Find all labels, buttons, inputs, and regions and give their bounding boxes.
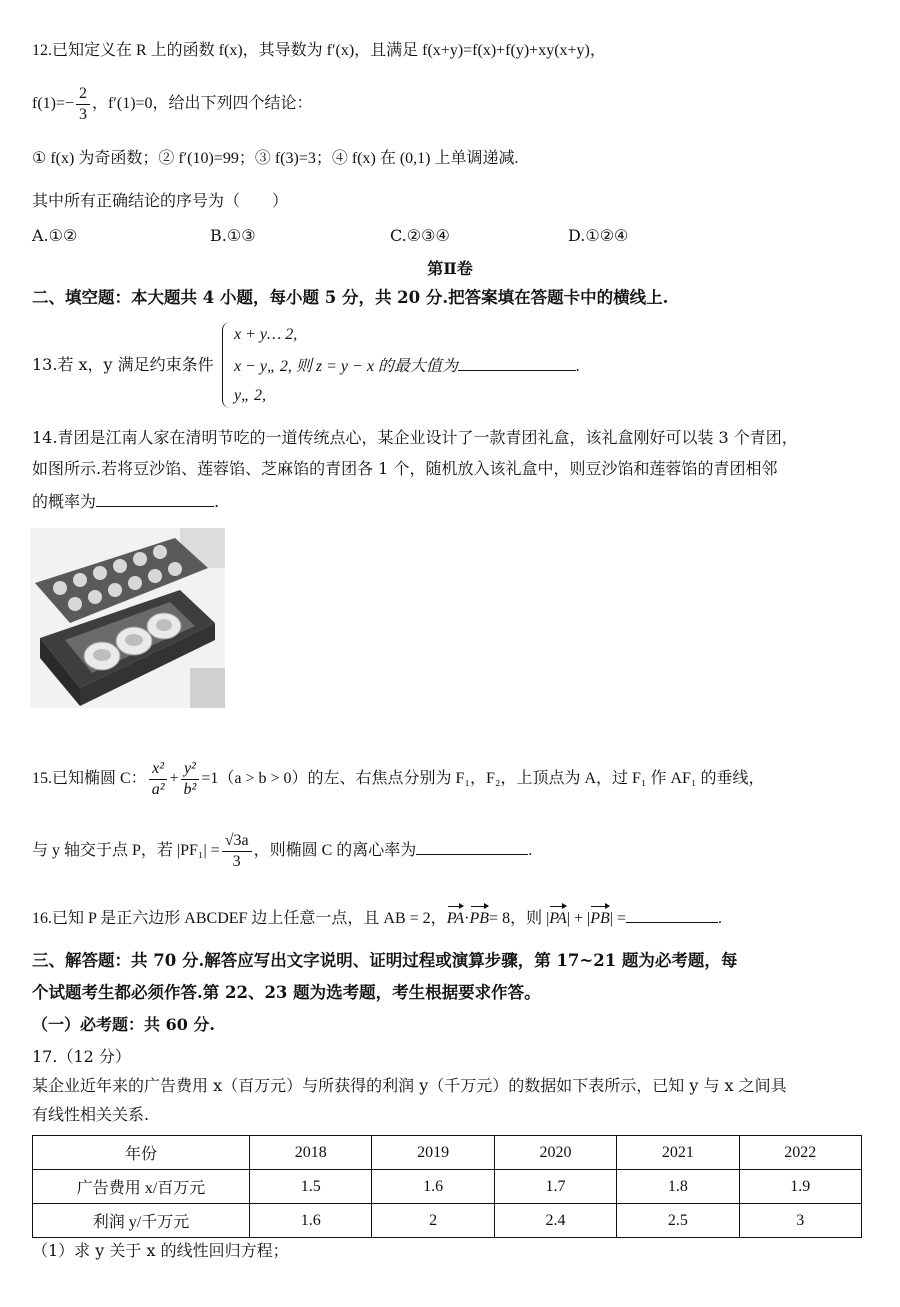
table-cell: 1.5	[250, 1170, 372, 1204]
q16-text-a: 16.已知 P 是正六边形 ABCDEF 边上任意一点，且 AB = 2，	[32, 910, 447, 927]
table-cell: 1.6	[372, 1170, 494, 1204]
q14-end: .	[214, 492, 220, 511]
table-header-cell: 2018	[250, 1136, 372, 1170]
constraint-3: y„ 2,	[234, 387, 266, 404]
q15-frac-num: √3a	[222, 831, 252, 852]
q15-frac-den: 3	[232, 852, 241, 870]
table-cell: 广告费用 x/百万元	[33, 1170, 250, 1204]
q14-line3-text: 的概率为	[32, 492, 97, 511]
q12-line1: 12.已知定义在 R 上的函数 f(x)，其导数为 f′(x)，且满足 f(x+y)=f(x)+f(y)+xy(x+y)，	[32, 42, 606, 59]
table-header-row	[33, 1136, 862, 1170]
q15-frac-x	[149, 759, 168, 800]
q15-line2	[32, 826, 532, 876]
q16-text-b: = 8，则 |	[489, 910, 550, 927]
table-cell: 2	[372, 1204, 494, 1238]
table-row	[33, 1170, 862, 1204]
q15-prefix: 15.已知椭圆 C：	[32, 770, 147, 787]
option-a: A.①②	[32, 226, 78, 245]
table-cell: 利润 y/千万元	[33, 1204, 250, 1238]
q15-line2-a: 与 y 轴交于点 P，若 |PF₁| =	[32, 842, 220, 859]
q15-frac	[222, 831, 252, 872]
table-cell: 1.8	[617, 1170, 739, 1204]
q12-line2	[32, 84, 313, 125]
q15-frac-y	[181, 759, 200, 800]
table-header-cell: 2019	[372, 1136, 494, 1170]
q12-frac-den: 3	[79, 106, 88, 123]
q15-answer-blank[interactable]	[416, 838, 528, 855]
section3-line2: 个试题考生都必须作答.第 22、23 题为选考题，考生根据要求作答。	[32, 983, 541, 1002]
q15-frac-x-den: a²	[151, 780, 165, 798]
option-b: B.①③	[210, 226, 256, 245]
q14-line1: 14.青团是江南人家在清明节吃的一道传统点心，某企业设计了一款青团礼盒，该礼盒刚好可以装 3 个青团，	[32, 428, 798, 447]
table-header-cell: 年份	[33, 1136, 250, 1170]
vector-pa: PA	[447, 908, 464, 930]
q12-options	[32, 225, 872, 247]
constraint-2	[234, 354, 580, 378]
q15-frac-x-num: x²	[149, 759, 168, 780]
table-cell: 1.6	[250, 1204, 372, 1238]
table-header-cell: 2022	[739, 1136, 861, 1170]
section2-heading: 二、填空题：本大题共 4 小题，每小题 5 分，共 20 分.把答案填在答题卡中的横线上.	[32, 288, 669, 307]
q15-rest1: =1（a > b > 0）的左、右焦点分别为 F₁，F₂，上顶点为 A，过 F₁ 作 AF₁ 的垂线，	[201, 770, 765, 787]
table-cell: 1.9	[739, 1170, 861, 1204]
qingtuan-gift-box-photo	[30, 528, 225, 708]
q13-prefix: 13.若 x，y 满足约束条件	[32, 355, 214, 374]
vector-pb: PB	[470, 908, 490, 930]
constraint-1: x + y… 2,	[234, 326, 298, 343]
q15-frac-y-den: b²	[183, 780, 197, 798]
q13-end: .	[575, 358, 580, 375]
q15-end: .	[528, 842, 533, 859]
table-cell: 3	[739, 1204, 861, 1238]
q17-part1: （1）求 y 关于 x 的线性回归方程；	[32, 1241, 289, 1260]
q14-line3	[32, 490, 219, 513]
vector-pb-abs: PB	[590, 908, 610, 930]
q16-text-c: | + |	[566, 910, 591, 927]
option-d: D.①②④	[568, 226, 629, 245]
q15-line1	[32, 754, 765, 804]
q13-suffix: 则 z = y − x 的最大值为	[291, 358, 458, 375]
q17-line2: 有线性相关关系.	[32, 1105, 150, 1124]
q14-line2: 如图所示.若将豆沙馅、莲蓉馅、芝麻馅的青团各 1 个，随机放入该礼盒中，则豆沙馅和莲蓉馅的青团相邻	[32, 459, 778, 478]
q13-answer-blank[interactable]	[458, 354, 576, 371]
volume-title: 第Ⅱ卷	[427, 259, 473, 278]
q12-frac-num: 2	[76, 84, 90, 105]
table-cell: 2.5	[617, 1204, 739, 1238]
q14-answer-blank[interactable]	[96, 490, 214, 507]
q15-plus: +	[169, 770, 179, 787]
option-c: C.②③④	[390, 226, 450, 245]
vector-pa-abs: PA	[549, 908, 566, 930]
constraint-brace	[222, 322, 233, 408]
q17-header: 17.（12 分）	[32, 1047, 131, 1066]
q12-f1: f(1)=−	[32, 95, 75, 113]
q15-line2-b: ，则椭圆 C 的离心率为	[253, 842, 417, 859]
table-cell: 1.7	[494, 1170, 616, 1204]
q17-line1: 某企业近年来的广告费用 x（百万元）与所获得的利润 y（千万元）的数据如下表所示，已知 y 与 x 之间具	[32, 1076, 787, 1095]
section3-line1: 三、解答题：共 70 分.解答应写出文字说明、证明过程或演算步骤，第 17~21 题为必考题，每	[32, 951, 738, 970]
constraint-2-text: x − y„ 2,	[234, 358, 292, 375]
q16-dot: ·	[464, 910, 470, 927]
q12-line4: 其中所有正确结论的序号为（ ）	[32, 191, 289, 210]
q15-frac-y-num: y²	[181, 759, 200, 780]
table-header-cell: 2021	[617, 1136, 739, 1170]
table-row	[33, 1204, 862, 1238]
q16-line	[32, 906, 722, 930]
q12-line2-rest: ，f′(1)=0，给出下列四个结论：	[92, 95, 313, 113]
data-table	[32, 1135, 862, 1238]
table-cell: 2.4	[494, 1204, 616, 1238]
q16-answer-blank[interactable]	[626, 906, 718, 923]
q12-fraction	[76, 84, 90, 125]
q12-line3: ① f(x) 为奇函数；② f′(10)=99；③ f(3)=3；④ f(x) 在 (0,1) 上单调递减.	[32, 150, 519, 167]
q16-text-d: | =	[609, 910, 626, 927]
section3-sub: （一）必考题：共 60 分.	[32, 1015, 215, 1034]
q16-end: .	[717, 910, 722, 927]
table-header-cell: 2020	[494, 1136, 616, 1170]
